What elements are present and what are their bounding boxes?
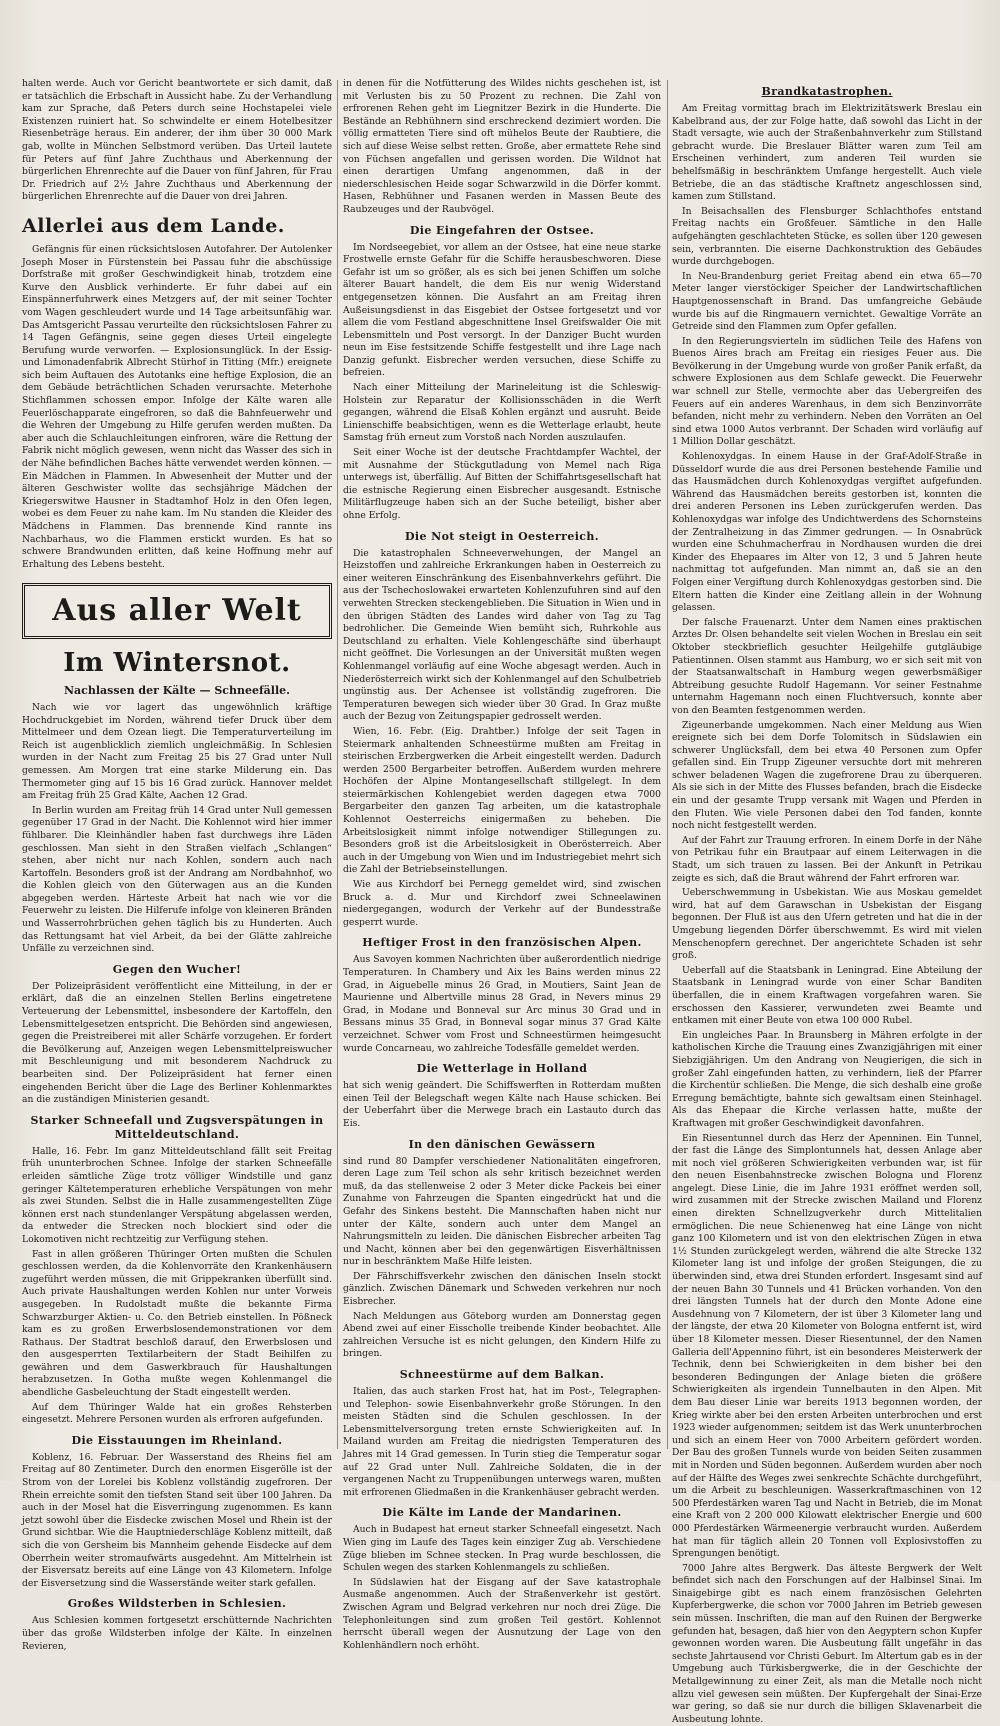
- article-text: Auch in Budapest hat erneut starker Schneefall eingesetzt. Nach Wien ging im Laufe des Tages kein einziger Zug ab. Verschiedene Züge blieben im Schnee stecken. In Prag wurde beschlossen, die Schulen wegen des starken Kohlenmangels zu schließen.: [343, 1524, 661, 1574]
- article-text: Nach wie vor lagert das ungewöhnlich kräftige Hochdruckgebiet im Norden, während tiefer Druck über dem Mittelmeer und dem Ozean liegt. Die Temperaturverteilung im Reich ist augenblicklich ziemlich ungleichmäßig. In Schlesien wurden in der Nacht zum Freitag 25 bis 27 Grad unter Null gemessen. Am Morgen trat eine starke Milderung ein. Das Thermometer ging auf 15 bis 16 Grad zurück. Hannover meldet am Freitag früh 25 Grad Kälte, Aachen 12 Grad.: [22, 701, 332, 802]
- article-text: Halle, 16. Febr. Im ganz Mitteldeutschland fällt seit Freitag früh ununterbrochen Schnee. Infolge der starken Schneefälle erleiden sämtliche Züge trotz völliger Windstille und ganz geringer Kältetemperaturen erhebliche Verspätungen von mehr als zwei Stunden. Selbst die in Halle zusammengestellten Züge können erst nach stundenlanger Verspätung abgelassen werden, da entweder die Strecken noch blockiert sind oder die Lokomotiven nicht rechtzeitig zur Verfügung stehen.: [22, 1145, 332, 1245]
- article-text: Ein ungleiches Paar. In Braunsberg in Mähren erfolgte in der katholischen Kirche die Trauung eines Zwanzigjährigen mit einer Siebzigjährigen. Um den Andrang von Neugierigen, die sich in großer Zahl eingefunden hatten, zu verhindern, ließ der Pfarrer die Kirchentür schließen. Die Menge, die sich deshalb eine große Erregung bemächtigte, bahnte sich gewaltsam einen Steinhagel. Als das Ehepaar die Kirche verlassen hatte, mußte der Kraftwagen mit großer Geschwindigkeit davonfahren.: [672, 1029, 982, 1129]
- article-heading: In den dänischen Gewässern: [408, 1137, 596, 1151]
- article-text: Ein Riesentunnel durch das Herz der Apenninen. Ein Tunnel, der fast die Länge des Simplontunnels hat, dessen Anlage aber mit noch viel größeren Schwierigkeiten verbunden war, ist für den neuen Eisenbahnstrecke zwischen Bologna und Florenz angelegt. Diese Linie, die im Jahre 1931 eröffnet werden soll, wird zusammen mit der Strecke zwischen Mailand und Florenz einen direkten Schnellzugverkehr durch Mittelitalien ermöglichen. Die neue Schienenweg hat eine Länge von nicht ganz 100 Kilometern und ist von den elektrischen Zügen in etwa 1½ Stunden zurückgelegt werden, während die alte Strecke 132 Kilometer lang ist und infolge der großen Steigungen, die zu überwinden sind, etwa drei Stunden erfordert. Insgesamt sind auf der neuen Bahn 30 Tunnels und 41 Brücken vorhanden. Von den drei längsten Tunnels hat der durch den Monte Adone eine Ausdehnung von 7 Kilometern, der ist über 3 Kilometer lang und der längste, der etwa 20 Kilometer von Bologna entfernt ist, wird über 18 Kilometer messen. Dieser Riesentunnel, der den Namen Galleria dell'Appennino führt, ist ein besonderes Meisterwerk der Technik, denn bei Schwierigkeiten in dem bisher bei den besonderen Bedingungen der Anlage bieten die größere Schwierigkeiten als irgendein Tunnelbauten in den Alpen. Mit dem Bau dieser Linie war bereits 1913 begonnen worden, der Krieg wirkte aber bei den ersten Arbeiten unterbrochen und erst 1923 wieder aufgenommen; seitdem ist das Werk ununterbrochen und sich an einem Heer von 7000 Arbeitern gefördert worden. Der Bau des großen Tunnels wurde von beiden Seiten zusammen mit in Norden und Süden begonnen. Außerdem wurden aber noch auf der Hälfte des Weges zwei senkrechte Schächte durchgeführt, um die Arbeit zu beschleunigen. Wasserkraftmaschinen von 12 500 Pferdestärken waren Tag und Nacht in Betrieb, die im Monat eine Kraft von 2 200 000 Kilowatt elektrischer Energie und 600 000 Pferdestärken Wärmeenergie verbraucht wurden. Außerdem hat man für täglich allein 20 Tonnen voll Explosivstoffen zu Sprengungen benötigt.: [672, 1132, 982, 1560]
- article-text: Auf dem Thüringer Walde hat ein großes Rehsterben eingesetzt. Mehrere Personen wurden als erfroren aufgefunden.: [22, 1401, 332, 1426]
- article-text: Seit einer Woche ist der deutsche Frachtdampfer Wachtel, der mit Ausnahme der Stückgutladung von Memel nach Riga unterwegs ist, überfällig. Auf Bitten der Schiffahrtsgesellschaft hat die estnische Regierung einen Eisbrecher ausgesandt. Estnische Militärflugzeuge haben sich an der Suche beteiligt, bisher aber ohne Erfolg.: [343, 447, 661, 521]
- article-continuation: halten werde. Auch vor Gericht beantwortete er sich damit, daß er tatsächlich die Erbschaft in Aussicht habe. Zu der Verhandlung kam zur Sprache, daß Peters durch seine Hochstapelei viele Existenzen ruiniert hat. So schwindelte er einem Hotelbesitzer Riesenbeträge heraus. Ein anderer, der ihm über 30 000 Mark gab, wollte in München Selbstmord verüben. Das Urteil lautete für Peters auf fünf Jahre Zuchthaus und Aberkennung der bürgerlichen Ehrenrechte auf die Dauer von fünf Jahren, für Frau Dr. Friedrich auf 2½ Jahre Zuchthaus und Aberkennung der bürgerlichen Ehrenrechte auf die Dauer von drei Jahren.: [22, 78, 332, 203]
- article-text: Der Polizeipräsident veröffentlicht eine Mitteilung, in der er erklärt, daß die an einzelnen Stellen Berlins eingetretene Verteuerung der Lebensmittel, insbesondere der Kartoffeln, den Lebensmittelgesetzen entspricht. Die Behörden sind angewiesen, gegen die Preistreiberei mit aller Schärfe vorzugehen. Er fordert die Bevölkerung auf, Anzeigen wegen Lebensmittelpreiswucher mit Beschleunigung und mit besonderem Nachdruck zu bearbeiten sind. Der Polizeipräsident hat ferner einen eingehenden Bericht über die Lage des Berliner Kohlenmarktes an die zuständigen Ministerien gesandt.: [22, 980, 332, 1106]
- article-text: Nach Meldungen aus Göteborg wurden am Donnerstag gegen Abend zwei auf einer Eisscholle treibende Kinder beobachtet. Alle zahlreichen Versuche ist es nicht gelungen, den Kindern Hilfe zu bringen.: [343, 1310, 661, 1360]
- article-text: Ueberfall auf die Staatsbank in Leningrad. Eine Abteilung der Staatsbank in Leningrad wurde von einer Schar Banditen überfallen, die in einem Kraftwagen vorgefahren waren. Sie erschossen den Kassierer, verwundeten zwei Beamte und entkamen mit einer Beute von etwa 100 000 Rubel.: [672, 964, 982, 1027]
- article-heading: Die Wetterlage in Holland: [416, 1062, 588, 1076]
- article-heading: Die Kälte im Lande der Mandarinen.: [382, 1506, 622, 1520]
- article-text: In den Regierungsvierteln im südlichen Teile des Hafens von Buenos Aires brach am Freitag ein riesiges Feuer aus. Die Bevölkerung in der Umgebung wurde von großer Panik erfaßt, da schwere Explosionen aus dem Schlafe geweckt. Die Feuerwehr war schnell zur Stelle, vermochte aber das Uebergreifen des Feuers auf ein anderes Warenhaus, in dem sich Benzinvorräte befanden, nicht mehr zu verhindern. Neben den Vorräten an Oel sind etwa 1000 Autos verbrannt. Der Schaden wird vorläufig auf 1 Million Dollar geschätzt.: [672, 335, 982, 448]
- article-heading: Brandkatastrophen.: [761, 85, 893, 98]
- section-heading: Allerlei aus dem Lande.: [22, 214, 285, 237]
- article-text: Zigeunerbande umgekommen. Nach einer Meldung aus Wien ereignete sich bei dem Dorfe Tolomitsch in Südslawien ein schwerer Unglücksfall, dem bei etwa 40 Personen zum Opfer gefallen sind. Ein Trupp Zigeuner versuchte dort mit mehreren schwer beladenen Wagen die zugefrorene Drau zu überqueren. Als sie sich in der Mitte des Flusses befanden, brach die Eisdecke ein und der gesamte Trupp versank mit Wagen und Pferden in den Fluten. Wie viele Personen dabei den Tod fanden, konnte noch nicht festgestellt werden.: [672, 719, 982, 832]
- article-text: Gefängnis für einen rücksichtslosen Autofahrer. Der Autolenker Joseph Moser in Fürstenstein bei Passau fuhr die abschüssige Dorfstraße mit großer Geschwindigkeit hinab, trotzdem eine Kurve den Ausblick verhinderte. Er fuhr dabei auf ein Einspännerfuhrwerk eines Metzgers auf, der mit seiner Tochter vom Wagen geschleudert wurde und 14 Tage arbeitsunfähig war. Das Amtsgericht Passau verurteilte den rücksichtslosen Fahrer zu 14 Tagen Gefängnis, seine gegen dieses Urteil eingelegte Berufung wurde verworfen. — Explosionsunglück. In der Essig- und Limonadenfabrik Albrecht Stürhof in Titting (Mfr.) ereignete sich beim Auftauen des Autotanks eine heftige Explosion, die an dem Gebäude beträchtlichen Schaden verursachte. Meterhohe Stichflammen schossen empor. Infolge der Kälte waren alle Feuerlöschapparate eingefroren, so daß die Bahnfeuerwehr und die Wehren der Umgebung zu Hilfe gerufen werden mußten. Da aber auch die Schlauchleitungen einfroren, wäre die Rettung der Fabrik nicht möglich gewesen, wenn nicht das Wasser des sich in der Nähe befindlichen Baches hätte verwendet werden können. — Ein Mädchen in Flammen. In Abwesenheit der Mutter und der älteren Geschwister wollte das sechsjährige Mädchen der Kriegerswitwe Hausner in Stadtamhof Holz in den Ofen legen, wobei es dem Feuer zu nahe kam. Im Nu standen die Kleider des Mädchens in Flammen. Das brennende Kind rannte ins Nachbarhaus, wo die Flammen erstickt wurden. Es hat so schwere Brandwunden erlitten, daß keine Hoffnung mehr auf Erhaltung des Lebens besteht.: [22, 243, 332, 570]
- article-text: 7000 Jahre altes Bergwerk. Das älteste Bergwerk der Welt befindet sich nach den Forschungen auf der Halbinsel Sinai. Im Sinaigebirge gibt es nach einem französischen Gelehrten Kupferbergwerke, die schon vor 7000 Jahren im Betrieb gewesen sein müssen. Inschriften, die man auf den Ruinen der Bergwerke gefunden hat, besagen, daß hier von den Aegyptern schon Kupfer gewonnen worden waren. Die Ausbeutung fällt ungefähr in das sechste Jahrtausend vor Christi Geburt. Im Altertum gab es in der Umgebung auch Türkisbergwerke, die in der Geschichte der Metallgewinnung zu einer Zeit, als man die Metalle noch nicht allzu viel gewesen sein müßten. Der Kupfergehalt der Sinai-Erze war gering, so daß sie nur durch die billigen Sklavenarbeit die Ausbeutung lohnte.: [672, 1562, 982, 1725]
- article-text: Wie aus Kirchdorf bei Pernegg gemeldet wird, sind zwischen Bruck a. d. Mur und Kirchdorf zwei Schneelawinen niedergegangen, wodurch der Verkehr auf der Bundesstraße gesperrt wurde.: [343, 879, 661, 928]
- article-text: Nach einer Mitteilung der Marineleitung ist die Schleswig-Holstein zur Reparatur der Kollisionsschäden in die Werft gegangen, während die Elsaß Kohlen ergänzt und ausruht. Beide Linienschiffe beabsichtigen, wenn es die Wetterlage erlaubt, heute Samstag früh erneut zum Vorstoß nach Norden auszulaufen.: [343, 382, 661, 444]
- section-banner: Aus aller Welt: [22, 583, 332, 639]
- article-text: Fast in allen größeren Thüringer Orten mußten die Schulen geschlossen werden, da die Kohlenvorräte den Krankenhäusern zugeführt werden müssen, die mit Grippekranken überfüllt sind. Auch private Haushaltungen werden Kohlen nur unter Vorweis ausgegeben. In Rudolstadt mußte die bekannte Firma Schwarzburger Aktien- u. Co. den Betrieb einstellen. In Pößneck kam es zu großen Erwerbslosendemonstrationen vor dem Rathaus. Der Stadtrat beschloß darauf, den Erwerbslosen und den ausgesperrten Textilarbeitern der Stadt Beihilfen zu gewähren und dem Gaswerkbrauch für Haushaltungen herabzusetzen. In Gotha mußte wegen Kohlenmangel die abendliche Gasbeleuchtung der Stadt eingestellt werden.: [22, 1248, 332, 1399]
- article-text: Im Nordseegebiet, vor allem an der Ostsee, hat eine neue starke Frostwelle ernste Gefahr für die Schiffe herausbeschworen. Diese Gefahr ist um so größer, als es sich bei jenen Schiffen um solche älterer Bauart handelt, die dem Eis nur wenig Widerstand entgegensetzen können. Die Ausfahrt an am Freitag ihren Außeisungsdienst in das Eisgebiet der Ostsee fortgesetzt und vor allem die vom Festland abgeschnittene Insel Greifswalder Oie mit Lebensmitteln und Post versorgt. In der Danziger Bucht wurden neun im Eise festsitzende Schiffe festgestellt und ihre Lage nach Danzig gefunkt. Eisbrecher werden versuchen, diese Schiffe zu befreien.: [343, 241, 661, 379]
- article-text: sind rund 80 Dampfer verschiedener Nationalitäten eingefroren, deren Lage zum Teil schon als sehr kritisch bezeichnet werden muß, da das stellenweise 2 oder 3 Meter dicke Packeis bei einer Zunahme von Fahrzeugen die Spanten eingedrückt hat und die Gefahr des Sinkens besteht. Die Mannschaften haben nicht nur unter der Kälte, sondern auch unter dem Mangel an Nahrungsmitteln zu leiden. Die dänischen Eisbrecher arbeiten Tag und Nacht, können aber bei den gegenwärtigen Eisverhältnissen nur in beschränktem Maße Hilfe leisten.: [343, 1155, 661, 1268]
- article-heading: Heftiger Frost in den französischen Alpen.: [362, 936, 642, 950]
- article-heading: Die Eingefahren der Ostsee.: [409, 223, 595, 237]
- column-left: [22, 78, 332, 1652]
- article-text: In Beisachsallen des Flensburger Schlachthofes entstand Freitag nachts ein Großfeuer. Sämtliche in den Halle aufgehängten geschlachteten Stücke, es sollen über 120 gewesen sein, verbrannten. Die eiserne Dachkonstruktion des Gebäudes wurde durchgebogen.: [672, 205, 982, 268]
- column-rule: [337, 80, 338, 1449]
- article-text: In Berlin wurden am Freitag früh 14 Grad unter Null gemessen gegenüber 17 Grad in der Nacht. Die Kohlennot wird hier immer fühlbarer. Die Kleinhändler haben fast durchwegs ihre Läden geschlossen. Man sieht in den Straßen vielfach „Schlangen“ stehen, aber nicht nur nach Kohlen, sondern auch nach Kartoffeln. Besonders groß ist der Andrang am Nordbahnhof, wo die Kohlen gleich von den Güterwagen aus an die Kunden abgegeben werden. Härteste Arbeit hat nach wie vor die Feuerwehr zu leisten. Die Hilferufe infolge von kleineren Bränden und Wasserrohrbrüchen gehen täglich bis zu Hunderten. Auch das Rettungsamt hat viel Arbeit, da bei der Glätte zahlreiche Unfälle zu verzeichnen sind.: [22, 804, 332, 955]
- article-text: Aus Savoyen kommen Nachrichten über außerordentlich niedrige Temperaturen. In Chambery und Aix les Bains werden minus 22 Grad, in Aiguebelle minus 26 Grad, in Moutiers, Saint Jean de Maurienne und Albertville minus 28 Grad, in Nevers minus 29 Grad, in Modane und Bonneval sur Arc minus 30 Grad und in Bessans minus 35 Grad, in Bonneval sogar minus 37 Grad Kälte verzeichnet. Schwer vom Frost und Schneestürmen heimgesucht wurde Concarneau, wo zahlreiche Todesfälle gemeldet werden.: [343, 954, 661, 1054]
- article-heading: Gegen den Wucher!: [112, 962, 242, 976]
- article-text: hat sich wenig geändert. Die Schiffswerften in Rotterdam mußten einen Teil der Belegschaft wegen Kälte nach Hause schicken. Bei der Ueberfahrt über die Merwege brach ein Lastauto durch das Eis.: [343, 1080, 661, 1129]
- article-text: Wien, 16. Febr. (Eig. Drahtber.) Infolge der seit Tagen in Steiermark anhaltenden Schneestürme mußten am Freitag in steirischen Erzbergwerken die Arbeit eingestellt werden. Dadurch werden 2500 Bergarbeiter betroffen. Außerdem wurden mehrere Hochöfen der Alpine Montangesellschaft stillgelegt. In dem steiermärkischen Kohlengebiet werden dagegen etwa 7000 Bergarbeiter den ganzen Tag arbeiten, um die katastrophale Kohlennot Oesterreichs einigermaßen zu beheben. Die Arbeitslosigkeit nimmt infolge notwendiger Stillegungen zu. Besonders groß ist die Arbeitslosigkeit in Oberösterreich. Aber auch in der Umgebung von Wien und im Industriegebiet mehrt sich die Zahl der Betriebseinstellungen.: [343, 725, 661, 876]
- article-text: Koblenz, 16. Februar. Der Wasserstand des Rheins fiel am Freitag auf 80 Zentimeter. Durch den enormen Eisgerölle ist der Strom von der Lorelei bis Koblenz vollständig zugefroren. Der Rhein erreichte somit den tiefsten Stand seit über 100 Jahren. Da auch in der Mosel hat die Eisverringung zugenommen. Es kann jetzt sowohl über die Eisdecke zwischen Mosel und Rhein ist der Grund sichtbar. Wie die Hauptniederschläge Koblenz mitteilt, daß sich die von Gersheim bis Mannheim gehende Eisdecke auf dem Oberrhein weiter stromaufwärts ausgedehnt. Am Mittelrhein ist der Eisversatz bereits auf eine Länge von 43 Kilometern. Infolge der Eisversetzung sind die Wasserstände weiter stark gefallen.: [22, 1451, 332, 1589]
- article-text: Die katastrophalen Schneeverwehungen, der Mangel an Heizstoffen und zahlreiche Erkrankungen haben in Oesterreich zu einer weiteren Einschränkung des Eisenbahnverkehrs geführt. Die aus der Tschechoslowakei erwarteten Kohlenzufuhren sind auf den verwehten Strecken steckengeblieben. Die Situation in Wien und in den übrigen Städten des Landes wird daher von Tag zu Tag bedrohlicher. Die Gemeinde Wien bemüht sich, Ruhrkohle aus Deutschland zu erhalten. Viele Kohlengeschäfte sind überhaupt nicht geöffnet. Die Vorlesungen an der Universität mußten wegen Kohlenmangel vorläufig auf eine Woche abgesagt werden. Auch in Niederösterreich wirkt sich der Kohlenmangel auf den Schulbetrieb ungünstig aus. Der Achensee ist vollständig zugefroren. Die Temperaturen bewegen sich wieder über 30 Grad. In Graz mußte auch der Bezug von Zeitungspapier gedrosselt werden.: [343, 547, 661, 723]
- article-text: Ueberschwemmung in Usbekistan. Wie aus Moskau gemeldet wird, hat auf dem Garawschan in Usbekistan der Eisgang begonnen. Der Fluß ist aus den Ufern getreten und hat die in der Umgebung liegenden Dörfer überschwemmt. Es wird mit vielen Menschenopfern gerechnet. Der angerichtete Schaden ist sehr groß.: [672, 887, 982, 962]
- subheadline: Nachlassen der Kälte — Schneefälle.: [64, 684, 290, 698]
- column-rule: [667, 80, 668, 1449]
- article-continuation: in denen für die Notfütterung des Wildes nichts geschehen ist, ist mit Verlusten bis zu 50 Prozent zu rechnen. Die Zahl von erfrorenen Rehen geht im Liegnitzer Bezirk in die Hunderte. Die Bestände an Rebhühnern sind erschreckend dezimiert worden. Die völlig ermatteten Tiere sind oft mühelos Beute der Raubtiere, die sich auf diese Weise selbst retten. Große, aber ermattete Rehe sind von Füchsen angefallen und gerissen worden. Die Wildnot hat einen derartigen Umfang angenommen, daß in der niederschlesischen Heide sogar Schwarzwild in die Dörfer kommt. Hasen, Rebhühner und Fasanen werden in Massen Beute des Raubzeuges und der Raubvögel.: [343, 78, 661, 215]
- article-text: Der falsche Frauenarzt. Unter dem Namen eines praktischen Arztes Dr. Olsen behandelte seit vielen Wochen in Breslau ein seit Oktober steckbrieflich gesuchter Heilgehilfe gutgläubige Patientinnen. Olsen stammt aus Hamburg, wo er sich seit mit von der Staatsanwaltschaft in Hamburg wegen gewerbsmäßiger Abtreibung gesuchte Rudolf Hagemann. Vor seiner Festnahme unternahm Hagemann noch einen Fluchtversuch, konnte aber von den Beamten festgenommen werden.: [672, 616, 982, 716]
- article-heading: Die Not steigt in Oesterreich.: [404, 529, 600, 543]
- article-text: In Neu-Brandenburg geriet Freitag abend ein etwa 65—70 Meter langer vierstöckiger Speicher der Landwirtschaftlichen Hauptgenossenschaft in Brand. Das umfangreiche Gebäude wurde bis auf die Ringmauern vernichtet. Gewaltige Vorräte an Getreide sind den Flammen zum Opfer gefallen.: [672, 270, 982, 333]
- article-text: Aus Schlesien kommen fortgesetzt erschütternde Nachrichten über das große Wildsterben infolge der Kälte. In einzelnen Revieren,: [22, 1615, 332, 1652]
- article-text: Kohlenoxydgas. In einem Hause in der Graf-Adolf-Straße in Düsseldorf wurde die aus drei Personen bestehende Familie und das Hausmädchen durch Kohlenoxydgas vergiftet aufgefunden. Während das Hausmädchen bereits gestorben ist, konnten die drei anderen Personen ins Leben zurückgerufen werden. Das Kohlenoxydgas war infolge des Undichtwerdens des Schornsteins der Zentralheizung in das Zimmer gedrungen. — In Osnabrück wurden eine Schuhmacherfrau in Nordhausen wurden die drei Kinder des Ehepaares im Alter von 12, 3 und 5 Jahren heute nachmittag tot aufgefunden. Man nimmt an, daß sie an den Folgen einer Vergiftung durch Kohlenoxydgas gestorben sind. Die Eltern hatten die Kinder eine Zeitlang allein in der Wohnung gelassen.: [672, 451, 982, 614]
- article-text: Am Freitag vormittag brach im Elektrizitätswerk Breslau ein Kabelbrand aus, der zur Folge hatte, daß sowohl das Licht in der Stadt versagte, wie auch der Straßenbahnverkehr zum Stillstand gebracht wurde. Die Breslauer Blätter waren zum Teil am Erscheinen verhindert, zum anderen Teil wurden sie behelfsmäßig in beschränktem Umfange hergestellt. Auch viele Betriebe, die an das städtische Kraftnetz angeschlossen sind, kamen zum Stillstand.: [672, 103, 982, 203]
- article-heading: Großes Wildsterben in Schlesien.: [67, 1597, 287, 1611]
- main-headline: Im Wintersnot.: [63, 648, 291, 679]
- article-text: In Südslawien hat der Eisgang auf der Save katastrophale Ausmaße angenommen. Auch der Straßenverkehr ist gestört. Zwischen Agram und Belgrad verkehren nur noch drei Züge. Die Telephonleitungen sind zum großen Teil gestört. Kohlennot herrscht überall wegen der Ausnutzung der Lage von den Kohlenhändlern noch erhöht.: [343, 1576, 661, 1651]
- article-text: Auf der Fahrt zur Trauung erfroren. In einem Dorfe in der Nähe von Petrikau fuhr ein Brautpaar auf einem Leiterwagen in die Stadt, um sich trauen zu lassen. Bei der Ankunft in Petrikau zeigte es sich, daß die Braut während der Fahrt erfroren war.: [672, 834, 982, 884]
- article-heading: Schneestürme auf dem Balkan.: [399, 1368, 605, 1382]
- article-text: Italien, das auch starken Frost hat, hat im Post-, Telegraphen- und Telephon- sowie Eisenbahnverkehr große Störungen. In den meisten Städten sind die Schulen geschlossen. In der Lebensmittelversorgung treten ernste Schwierigkeiten auf. In Mailand wurden am Freitag die niedrigsten Temperaturen des Jahres mit 14 Grad gemessen. In Turin stieg die Temperatur sogar auf 22 Grad unter Null. Zahlreiche Soldaten, die in der vergangenen Nacht zu Truppenübungen unterwegs waren, mußten mit erfrorenen Gliedmaßen in die Krankenhäuser gebracht werden.: [343, 1386, 661, 1498]
- column-right: [672, 78, 982, 1725]
- column-middle: [343, 78, 661, 1651]
- article-heading: Starker Schneefall und Zugsverspätungen in Mitteldeutschland.: [30, 1113, 324, 1141]
- article-text: Der Fährschiffsverkehr zwischen den dänischen Inseln stockt gänzlich. Zwischen Dänemark und Schweden verkehren nur noch Eisbrecher.: [343, 1270, 661, 1308]
- article-heading: Die Eisstauungen im Rheinland.: [71, 1433, 283, 1447]
